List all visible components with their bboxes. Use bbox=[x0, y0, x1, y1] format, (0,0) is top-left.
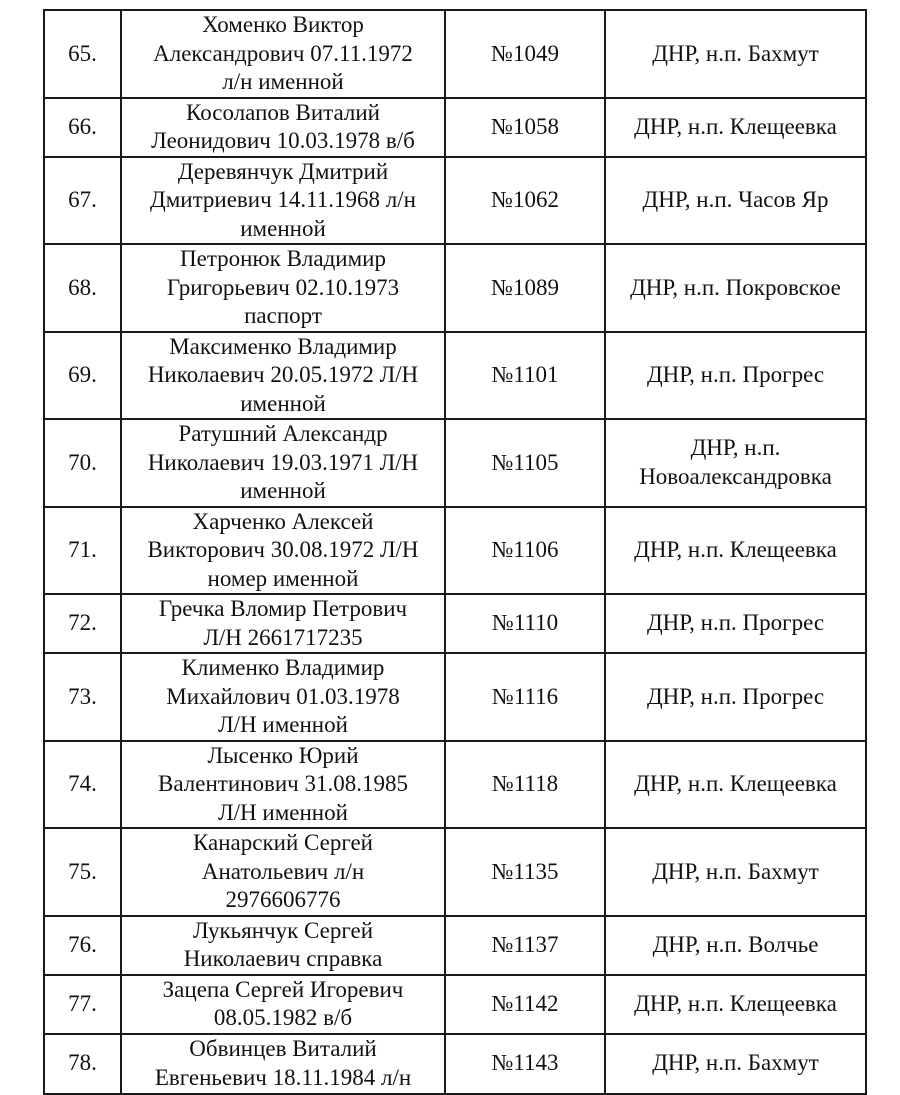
location-line: Новоалександровка bbox=[639, 463, 832, 489]
record-number: №1110 bbox=[445, 594, 605, 653]
location-line: ДНР, н.п. bbox=[690, 435, 781, 461]
person-details-line: Лукьянчук Сергей bbox=[192, 917, 374, 943]
table-row bbox=[44, 594, 866, 653]
table-row bbox=[44, 157, 866, 245]
location-line: ДНР, н.п. Прогрес bbox=[646, 610, 825, 636]
location bbox=[605, 916, 866, 975]
table-row bbox=[44, 244, 866, 332]
person-details-line: Канарский Сергей bbox=[193, 830, 373, 855]
table-row bbox=[44, 507, 866, 595]
row-number: 65. bbox=[44, 10, 121, 98]
person-details-line: 08.05.1982 в/б bbox=[213, 1005, 353, 1030]
table-row bbox=[44, 653, 866, 741]
person-details bbox=[121, 10, 445, 98]
location-line: ДНР, н.п. Бахмут bbox=[652, 858, 819, 884]
person-details bbox=[121, 419, 445, 507]
person-details-line: паспорт bbox=[244, 303, 322, 328]
person-details-line: Александрович 07.11.1972 bbox=[153, 40, 413, 66]
person-details-line: Викторович 30.08.1972 Л/Н bbox=[147, 537, 419, 562]
person-details-line: 2976606776 bbox=[225, 887, 341, 912]
table-row bbox=[44, 741, 866, 829]
person-details-line: Хоменко Виктор bbox=[202, 12, 364, 37]
person-details-line: Л/Н 2661717235 bbox=[203, 624, 363, 650]
person-details-line: Григорьевич 02.10.1973 bbox=[166, 274, 400, 300]
person-details bbox=[121, 741, 445, 829]
row-number: 67. bbox=[44, 157, 121, 245]
location-line: ДНР, н.п. Покровское bbox=[630, 274, 841, 300]
person-details-line: Дмитриевич 14.11.1968 л/н bbox=[150, 187, 416, 212]
location bbox=[605, 157, 866, 245]
location bbox=[605, 507, 866, 595]
location-line: ДНР, н.п. Клещеевка bbox=[634, 113, 837, 139]
row-number: 71. bbox=[44, 507, 121, 595]
person-details bbox=[121, 157, 445, 245]
person-details bbox=[121, 828, 445, 916]
person-details-line: Гречка Вломир Петрович bbox=[158, 596, 408, 621]
table-row bbox=[44, 98, 866, 157]
person-details bbox=[121, 98, 445, 157]
row-number: 73. bbox=[44, 653, 121, 741]
person-details-line: Николаевич 20.05.1972 Л/Н bbox=[147, 362, 419, 387]
person-details-line: именной bbox=[240, 478, 326, 503]
location bbox=[605, 10, 866, 98]
record-number: №1137 bbox=[445, 916, 605, 975]
person-details-line: Л/Н именной bbox=[218, 799, 348, 825]
person-details-line: л/н именной bbox=[222, 69, 344, 94]
row-number: 68. bbox=[44, 244, 121, 332]
person-details-line: Николаевич 19.03.1971 Л/Н bbox=[147, 449, 419, 475]
person-details-line: именной bbox=[240, 390, 326, 416]
record-number: №1089 bbox=[445, 244, 605, 332]
person-details-line: Ратушний Александр bbox=[178, 421, 388, 446]
location bbox=[605, 975, 866, 1034]
location-line: ДНР, н.п. Прогрес bbox=[646, 362, 825, 387]
table-row bbox=[44, 332, 866, 420]
location bbox=[605, 653, 866, 741]
person-details bbox=[121, 975, 445, 1034]
location bbox=[605, 741, 866, 829]
person-details-line: Анатольевич л/н bbox=[201, 858, 365, 884]
person-details-line: Лысенко Юрий bbox=[207, 742, 359, 768]
row-number: 70. bbox=[44, 419, 121, 507]
table-row bbox=[44, 10, 866, 98]
location bbox=[605, 332, 866, 420]
record-number: №1049 bbox=[445, 10, 605, 98]
record-number: №1135 bbox=[445, 828, 605, 916]
person-details-line: Харченко Алексей bbox=[192, 508, 374, 534]
person-details bbox=[121, 244, 445, 332]
record-number: №1105 bbox=[445, 419, 605, 507]
row-number: 69. bbox=[44, 332, 121, 420]
record-number: №1062 bbox=[445, 157, 605, 245]
person-details-line: Николаевич справка bbox=[183, 946, 383, 971]
location-line: ДНР, н.п. Клещеевка bbox=[634, 990, 837, 1016]
person-details bbox=[121, 507, 445, 595]
person-details-line: Максименко Владимир bbox=[169, 333, 397, 359]
table-row bbox=[44, 1034, 866, 1094]
person-details bbox=[121, 916, 445, 975]
record-number: №1143 bbox=[445, 1034, 605, 1094]
location bbox=[605, 828, 866, 916]
person-details-line: Деревянчук Дмитрий bbox=[177, 158, 389, 184]
person-details-line: Косолапов Виталий bbox=[186, 99, 380, 125]
location-line: ДНР, н.п. Часов Яр bbox=[642, 187, 829, 212]
record-number: №1142 bbox=[445, 975, 605, 1034]
location bbox=[605, 594, 866, 653]
row-number: 78. bbox=[44, 1034, 121, 1094]
row-number: 72. bbox=[44, 594, 121, 653]
table-row bbox=[44, 975, 866, 1034]
table-row bbox=[44, 828, 866, 916]
person-details-line: Л/Н именной bbox=[218, 712, 348, 737]
record-number: №1118 bbox=[445, 741, 605, 829]
person-details-line: Зацепа Сергей Игоревич bbox=[162, 976, 404, 1002]
person-details-line: Евгеньевич 18.11.1984 л/н bbox=[154, 1064, 412, 1090]
location-line: ДНР, н.п. Клещеевка bbox=[634, 771, 837, 796]
person-details bbox=[121, 594, 445, 653]
location bbox=[605, 244, 866, 332]
record-number: №1058 bbox=[445, 98, 605, 157]
location-line: ДНР, н.п. Бахмут bbox=[652, 40, 819, 66]
person-details-line: именной bbox=[240, 215, 326, 241]
roster-table-body bbox=[44, 10, 866, 1094]
person-details-line: Клименко Владимир bbox=[181, 655, 385, 680]
location bbox=[605, 419, 866, 507]
person-details-line: номер именной bbox=[207, 565, 359, 591]
record-number: №1116 bbox=[445, 653, 605, 741]
person-details-line: Обвинцев Виталий bbox=[189, 1036, 377, 1061]
record-number: №1106 bbox=[445, 507, 605, 595]
location-line: ДНР, н.п. Прогрес bbox=[646, 683, 825, 709]
person-details bbox=[121, 653, 445, 741]
table-row bbox=[44, 916, 866, 975]
roster-table bbox=[43, 9, 867, 1095]
person-details-line: Михайлович 01.03.1978 bbox=[166, 683, 400, 709]
person-details-line: Леонидович 10.03.1978 в/б bbox=[151, 128, 415, 153]
row-number: 75. bbox=[44, 828, 121, 916]
location-line: ДНР, н.п. Волчье bbox=[652, 931, 819, 957]
location bbox=[605, 98, 866, 157]
person-details bbox=[121, 332, 445, 420]
row-number: 74. bbox=[44, 741, 121, 829]
person-details-line: Валентинович 31.08.1985 bbox=[158, 771, 408, 796]
record-number: №1101 bbox=[445, 332, 605, 420]
location-line: ДНР, н.п. Клещеевка bbox=[634, 537, 837, 562]
row-number: 76. bbox=[44, 916, 121, 975]
location bbox=[605, 1034, 866, 1094]
row-number: 77. bbox=[44, 975, 121, 1034]
row-number: 66. bbox=[44, 98, 121, 157]
person-details-line: Петронюк Владимир bbox=[180, 246, 386, 271]
table-row bbox=[44, 419, 866, 507]
person-details bbox=[121, 1034, 445, 1094]
location-line: ДНР, н.п. Бахмут bbox=[652, 1050, 819, 1076]
